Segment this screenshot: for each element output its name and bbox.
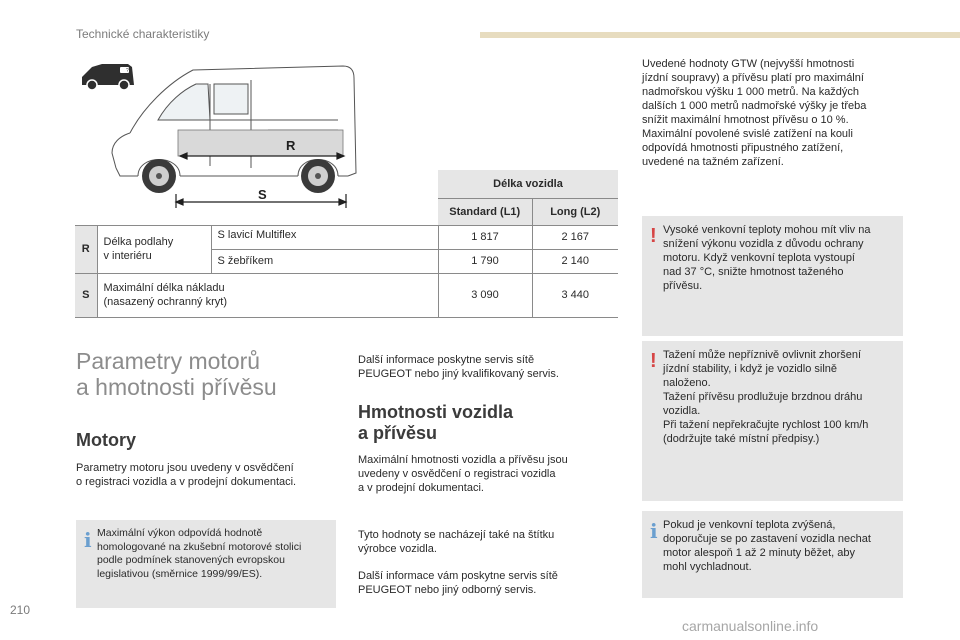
table-row-r-sub2-label: S žebříkem <box>211 249 438 273</box>
info-note-left-line: podle podmínek stanovených evropskou <box>97 554 285 566</box>
warning-icon: ! <box>650 350 657 372</box>
warning-note-towing <box>642 341 903 501</box>
table-row-s-label <box>97 273 438 317</box>
warning-note-towing-text <box>663 348 899 446</box>
hmotnosti-title-line2: a přívěsu <box>358 423 438 443</box>
right-intro-line: snížit maximální hmotnost přívěsu o 10 %. <box>642 114 849 126</box>
table-row-r-label-line1: Délka podlahy <box>103 236 174 248</box>
table-row-s-long: 3 440 <box>532 273 618 317</box>
right-intro-line: dalších 1 000 metrů nadmořské výšky je třeba <box>642 100 867 112</box>
dimension-r-label: R <box>286 138 296 153</box>
middle-paragraph-1 <box>358 453 568 495</box>
table-row-s-standard: 3 090 <box>438 273 532 317</box>
info-note-right <box>642 511 903 598</box>
info-note-left-line: Maximální výkon odpovídá hodnotě <box>97 527 263 539</box>
info-note-right-text <box>663 518 899 574</box>
middle-intro <box>358 353 559 381</box>
table-row-r-sub2-standard: 1 790 <box>438 249 532 273</box>
info-note-left-text <box>97 527 332 581</box>
warning-note-line: jízdní stability, i když je vozidlo silně <box>663 363 838 375</box>
warning-note-line: naloženo. <box>663 377 711 389</box>
motory-title: Motory <box>76 430 136 450</box>
right-intro <box>642 57 866 169</box>
middle-intro-line1: Další informace poskytne servis sítě <box>358 354 535 366</box>
warning-note-line: Tažení přívěsu prodlužuje brzdnou dráhu <box>663 391 863 403</box>
warning-note-line: Vysoké venkovní teploty mohou mít vliv na <box>663 224 871 236</box>
warning-note-line: snížení výkonu vozidla z důvodu ochrany <box>663 238 864 250</box>
hmotnosti-title-line1: Hmotnosti vozidla <box>358 402 514 422</box>
right-intro-line: nadmořskou výšku 1 000 metrů. Na každých <box>642 86 860 98</box>
middle-intro-line2: PEUGEOT nebo jiný kvalifikovaný servis. <box>358 368 559 380</box>
motory-text-line2: o registraci vozidla a v prodejní dokumentaci. <box>76 476 297 488</box>
right-intro-line: jízdní soupravy) a přívěsu platí pro maximální <box>642 72 864 84</box>
dimension-s-label: S <box>258 187 267 202</box>
info-icon: i <box>84 528 92 552</box>
table-row-s-label-line1: Maximální délka nákladu <box>103 282 225 294</box>
warning-note-line: Tažení může nepříznivě ovlivnit zhoršení <box>663 349 862 361</box>
table-row-r-sub1-label: S lavicí Multiflex <box>211 225 438 249</box>
info-note-left-line: homologované na zkušební motorové stolici <box>97 540 302 553</box>
info-note-right-line: doporučuje se po zastavení vozidla nechat <box>663 533 871 545</box>
section-main-title <box>76 348 277 400</box>
info-note-right-line: mohl vychladnout. <box>663 561 752 573</box>
middle-paragraph-2 <box>358 528 554 556</box>
middle-p1-line3: a v prodejní dokumentaci. <box>358 482 484 494</box>
middle-p2-line2: výrobce vozidla. <box>358 543 437 555</box>
warning-note-line: (dodržujte také místní předpisy.) <box>663 433 820 445</box>
section-main-title-line2: a hmotnosti přívěsu <box>76 374 277 400</box>
warning-note-line: Při tažení nepřekračujte rychlost 100 km/h <box>663 419 869 431</box>
info-note-left <box>76 520 336 608</box>
right-intro-line: Uvedené hodnoty GTW (nejvyšší hmotnosti <box>642 58 855 70</box>
table-row-r-sub1-standard: 1 817 <box>438 225 532 249</box>
info-icon: i <box>650 519 658 543</box>
page-number: 210 <box>10 603 31 617</box>
motory-text-line1: Parametry motoru jsou uvedeny v osvědčení <box>76 462 294 474</box>
warning-note-line: vozidla. <box>663 405 701 417</box>
table-row-r-key: R <box>75 225 97 273</box>
table-row-r-label <box>97 225 211 273</box>
table-row-s-label-line2: (nasazený ochranný kryt) <box>103 296 227 308</box>
right-intro-line: Maximální povolené svislé zatížení na kouli <box>642 128 853 140</box>
motory-text <box>76 461 296 489</box>
info-note-right-line: Pokud je venkovní teplota zvýšená, <box>663 519 836 531</box>
table-col-long: Long (L2) <box>532 198 618 225</box>
dimensions-table <box>75 170 618 318</box>
section-main-title-line1: Parametry motorů <box>76 348 261 374</box>
right-intro-line: odpovídá hmotnosti připustného zatížení, <box>642 142 844 154</box>
table-row-r-sub2-long: 2 140 <box>532 249 618 273</box>
middle-p2-line1: Tyto hodnoty se nacházejí také na štítku <box>358 529 555 541</box>
table-group-header: Délka vozidla <box>438 170 618 198</box>
table-row-s-key: S <box>75 273 97 317</box>
warning-note-line: motoru. Když venkovní teplota vystoupí <box>663 252 855 264</box>
table-row-r-label-line2: v interiéru <box>103 250 152 262</box>
middle-p3-line1: Další informace vám poskytne servis sítě <box>358 570 558 582</box>
middle-p3-line2: PEUGEOT nebo jiný odborný servis. <box>358 584 537 596</box>
table-row-r-sub1-long: 2 167 <box>532 225 618 249</box>
middle-p1-line2: uvedeny v osvědčení o registraci vozidla <box>358 468 556 480</box>
header-accent-bar <box>480 32 960 38</box>
watermark: carmanualsonline.info <box>682 618 819 634</box>
van-icon-label: ? <box>126 68 129 74</box>
middle-paragraph-3 <box>358 569 558 597</box>
hmotnosti-title <box>358 402 513 444</box>
header-title: Technické charakteristiky <box>76 27 210 41</box>
info-note-right-line: motor alespoň 1 až 2 minuty běžet, aby <box>663 547 855 559</box>
warning-note-line: přívěsu. <box>663 280 703 292</box>
warning-note-heat <box>642 216 903 336</box>
warning-note-heat-text <box>663 223 899 293</box>
warning-note-line: nad 37 °C, snižte hmotnost taženého <box>663 266 844 278</box>
middle-p1-line1: Maximální hmotnosti vozidla a přívěsu jsou <box>358 454 568 466</box>
info-note-left-line: legislativou (směrnice 1999/99/ES). <box>97 567 263 580</box>
table-col-standard: Standard (L1) <box>438 198 532 225</box>
right-intro-line: uvedené na tažném zařízení. <box>642 156 784 168</box>
warning-icon: ! <box>650 225 657 247</box>
